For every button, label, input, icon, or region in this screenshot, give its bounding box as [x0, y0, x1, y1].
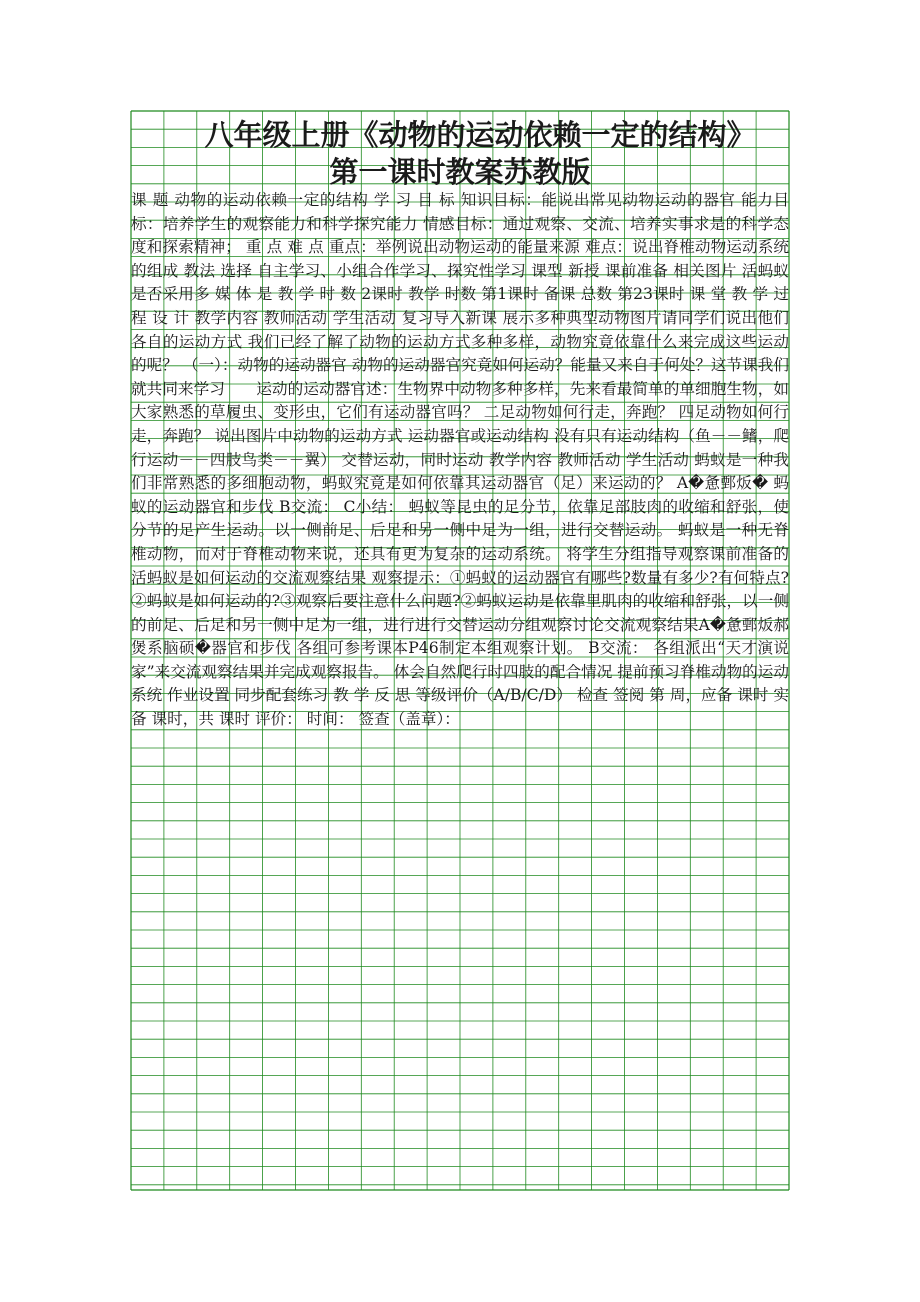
document-body-text: 课 题 动物的运动依赖一定的结构 学 习 目 标 知识目标：能说出常见动物运动的器官 能力目标：培养学生的观察能力和科学探究能力 情感目标：通过观察、交流、培养实事求是的科学态度和探索精神； 重 点 难 点 重点：举例说出动物运动的能量来源 难点：说出脊椎动物运动系统的组成 教法 选择 自主学习、小组合作学习、探究性学习 课型 新授 课前准备 相关图片 活蚂蚁 是否采用多 媒 体 是 教 学 时 数 2课时 教学 时数 第1课时 备课 总数 第23课时 课 堂 教 学 过 程 设 计 教学内容 教师活动 学生活动 复习导入新课 展示多种典型动物图片请同学们说出他们各自的运动方式 我们已经了解了动物的运动方式多种多样，动物究竟依靠什么来完成这些运动的呢？ （一）：动物的运动器官 动物的运动器官究竟如何运动？能量又来自于何处？这节课我们就共同来学习 运动的运动器官述：生物界中动物多种多样，先来看最简单的单细胞生物，如大家熟悉的草履虫、变形虫，它们有运动器官吗？ 二足动物如何行走，奔跑？ 四足动物如何行走，奔跑？ 说出图片中动物的运动方式 运动器官或运动结构 没有只有运动结构（鱼－－鳍，爬行运动－－四肢鸟类－－翼） 交替运动，同时运动 教学内容 教师活动 学生活动 蚂蚁是一种我们非常熟悉的多细胞动物，蚂蚁究竟是如何依靠其运动器官（足）来运动的？ A�惫鄄炍� 蚂蚁的运动器官和步伐 B交流： C小结： 蚂蚁等昆虫的足分节，依靠足部肢肉的收缩和舒张，使分节的足产生运动。以一侧前足、后足和另一侧中足为一组，进行交替运动。 蚂蚁是一种无脊椎动物，而对于脊椎动物来说，还具有更为复杂的运动系统。 将学生分组指导观察课前准备的活蚂蚁是如何运动的交流观察结果 观察提示：①蚂蚁的运动器官有哪些?数量有多少?有何特点?②蚂蚁是如何运动的?③观察后要注意什么问题?②蚂蚁运动是依靠里肌肉的收缩和舒张，以一侧的前足、后足和另一侧中足为一组，进行进行交替运动分组观察讨论交流观察结果A�惫鄄炍郝煲系脑硕�器官和步伐 各组可参考课本P46制定本组观察计划。 B交流： 各组派出“天才演说家”来交流观察结果并完成观察报告。 体会自然爬行时四肢的配合情况 提前预习脊椎动物的运动系统 作业设置 同步配套练习 教 学 反 思 等级评价（A/B/C/D） 检查 签阅 第 周，应备 课时 实备 课时，共 课时 评价： 时间： 签查（盖章）：	[131, 191, 789, 729]
document-title-line-1: 八年级上册《动物的运动依赖一定的结构》	[204, 118, 756, 152]
document-title-line-2: 第一课时教案苏教版	[329, 155, 591, 189]
